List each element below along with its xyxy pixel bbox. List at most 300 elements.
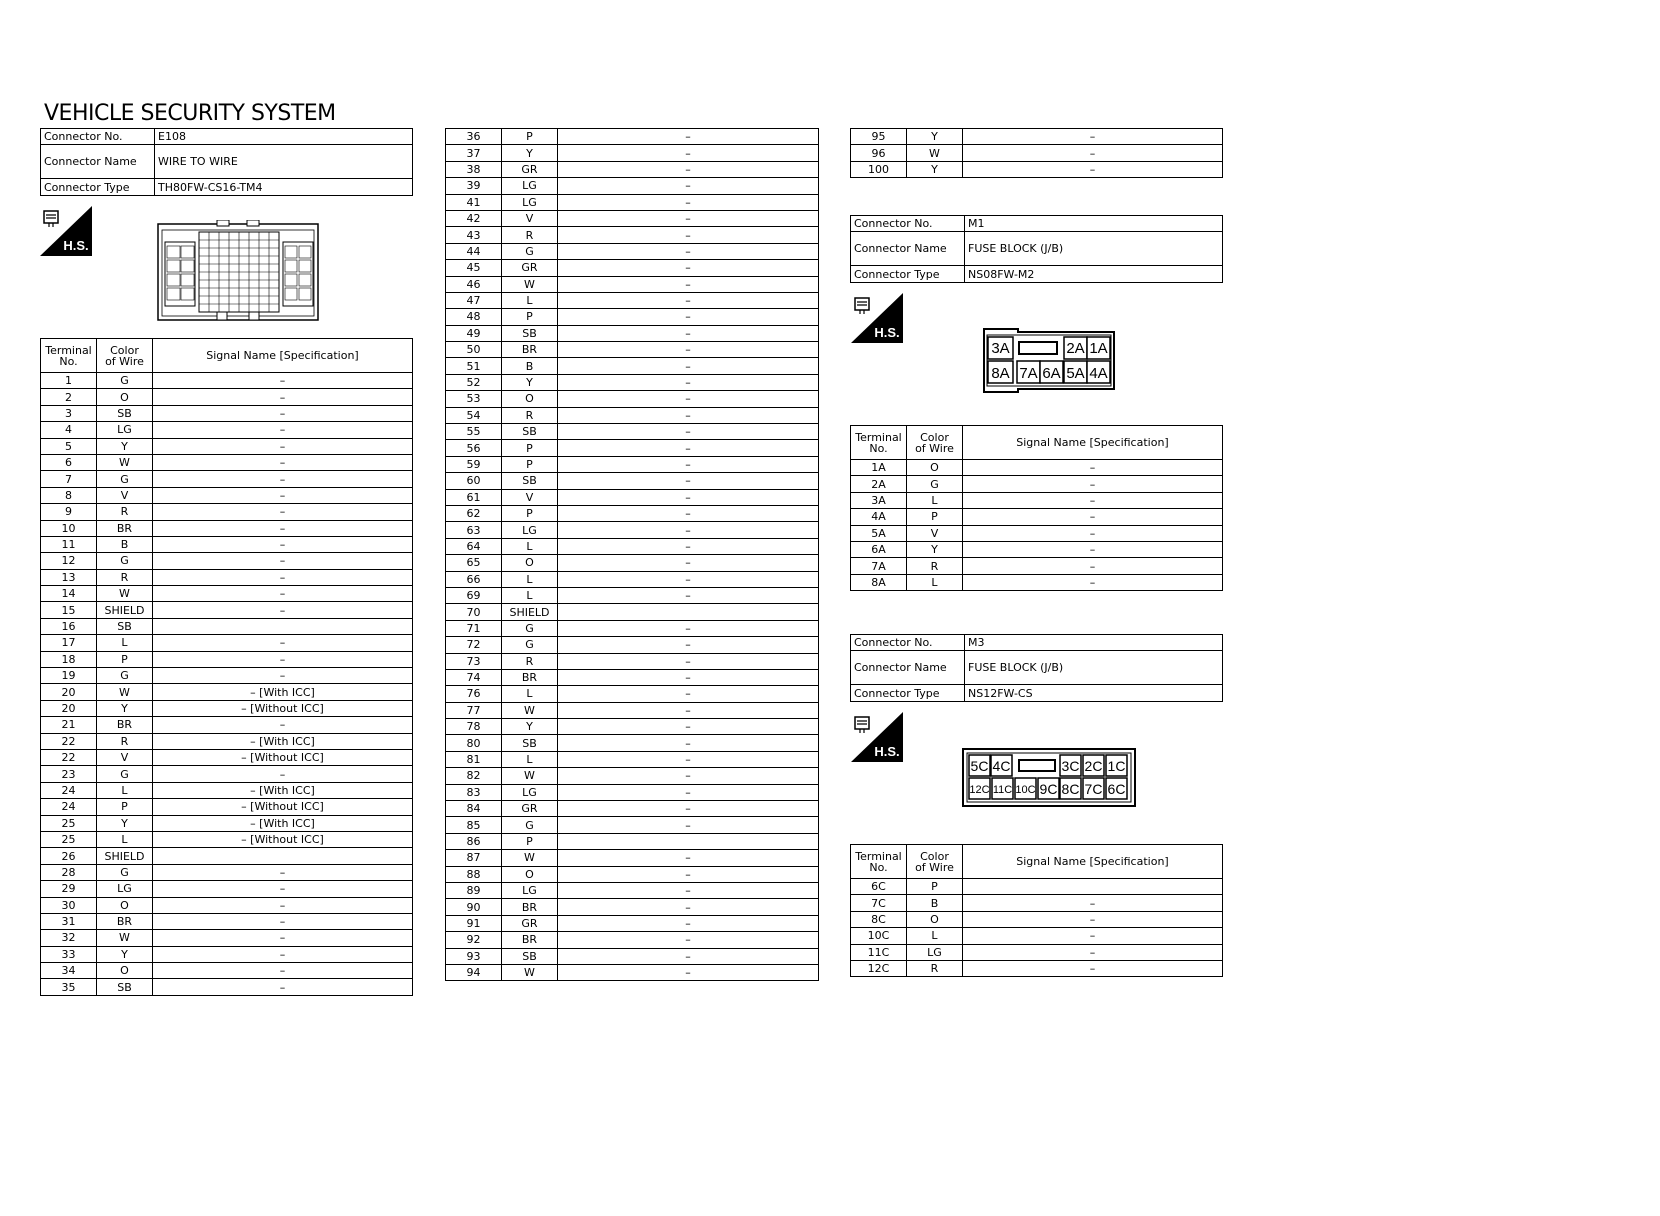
m1-terminal-row (851, 492, 1223, 508)
terminal-no: 54 (446, 407, 502, 423)
m1-pin-1A: 1A (1089, 340, 1108, 357)
e108-terminal-row (41, 553, 413, 569)
e108-terminal-row (446, 522, 819, 538)
terminal-no: 29 (41, 881, 97, 897)
terminal-no: 48 (446, 309, 502, 325)
terminal-no: 100 (851, 161, 907, 177)
terminal-no: 61 (446, 489, 502, 505)
signal-name: – (153, 471, 413, 487)
e108-terminal-row (446, 637, 819, 653)
wire-color: V (97, 749, 153, 765)
signal-name: – (153, 602, 413, 618)
wire-color: W (502, 276, 558, 292)
signal-name: – [Without ICC] (153, 700, 413, 716)
terminal-no: 6C (851, 879, 907, 895)
m1-pin-7A: 7A (1019, 365, 1038, 382)
wire-color: SB (502, 473, 558, 489)
signal-name: – (963, 895, 1223, 911)
wire-color: P (502, 833, 558, 849)
terminal-no: 80 (446, 735, 502, 751)
signal-name: – (558, 850, 819, 866)
signal-name: – (558, 227, 819, 243)
wire-color: Y (97, 946, 153, 962)
signal-name: – [With ICC] (153, 733, 413, 749)
signal-name: – (558, 522, 819, 538)
e108-terminal-row (446, 391, 819, 407)
wire-color: L (97, 831, 153, 847)
wire-color: W (97, 930, 153, 946)
terminal-no: 53 (446, 391, 502, 407)
m3-pin-3C: 3C (1061, 758, 1080, 774)
terminal-no: 72 (446, 637, 502, 653)
wire-color: SB (97, 979, 153, 995)
e108-terminal-row (446, 358, 819, 374)
wire-color: R (97, 569, 153, 585)
terminal-no: 4 (41, 422, 97, 438)
terminal-no: 12 (41, 553, 97, 569)
signal-name: – (153, 635, 413, 651)
m3-pin-4C: 4C (992, 758, 1011, 774)
signal-name (153, 848, 413, 864)
wire-color: G (502, 817, 558, 833)
terminal-no: 7C (851, 895, 907, 911)
wire-color: SB (97, 618, 153, 634)
terminal-no: 20 (41, 700, 97, 716)
e108-terminal-row (446, 932, 819, 948)
terminal-no: 3A (851, 492, 907, 508)
e108-terminal-row (446, 473, 819, 489)
m3-connector-no-label: Connector No. (851, 635, 965, 651)
signal-name: – (153, 864, 413, 880)
wire-color: Y (502, 374, 558, 390)
svg-text:H.S.: H.S. (874, 744, 900, 759)
e108-terminal-row (446, 260, 819, 276)
signal-name: – (558, 751, 819, 767)
wire-color: GR (502, 915, 558, 931)
e108-connector-diagram (157, 220, 319, 322)
signal-name: – (558, 473, 819, 489)
signal-name: – (558, 686, 819, 702)
e108-terminal-row (446, 882, 819, 898)
signal-name: – (153, 881, 413, 897)
e108-terminal-table-3 (850, 128, 1223, 178)
signal-name: – (963, 161, 1223, 177)
terminal-no: 10C (851, 928, 907, 944)
terminal-no: 83 (446, 784, 502, 800)
terminal-no: 91 (446, 915, 502, 931)
e108-terminal-row (41, 946, 413, 962)
signal-name: – (963, 960, 1223, 976)
signal-name: – (963, 525, 1223, 541)
wire-color: LG (97, 881, 153, 897)
signal-name: – (963, 509, 1223, 525)
signal-name: – (153, 979, 413, 995)
e108-terminal-row (446, 342, 819, 358)
signal-name: – (153, 930, 413, 946)
m3-connector-diagram (962, 748, 1137, 808)
m3-pin-10C: 10C (1015, 784, 1036, 796)
wire-color: SB (502, 325, 558, 341)
signal-name: – (153, 766, 413, 782)
color-header: Color of Wire (97, 339, 153, 373)
wire-color: LG (502, 194, 558, 210)
e108-terminal-row (446, 194, 819, 210)
wire-color: G (97, 373, 153, 389)
e108-terminal-row (446, 292, 819, 308)
e108-terminal-row (41, 913, 413, 929)
signal-name: – (558, 882, 819, 898)
wire-color: O (502, 555, 558, 571)
e108-terminal-row (41, 963, 413, 979)
terminal-no: 5 (41, 438, 97, 454)
signal-name: – (558, 260, 819, 276)
wire-color: BR (502, 932, 558, 948)
wire-color: W (907, 145, 963, 161)
terminal-no: 10 (41, 520, 97, 536)
wire-color: LG (502, 522, 558, 538)
m1-info-table (850, 215, 1223, 283)
wire-color: O (97, 897, 153, 913)
terminal-no: 20 (41, 684, 97, 700)
m3-terminal-row (851, 879, 1223, 895)
signal-name: – (558, 489, 819, 505)
signal-name: – (558, 374, 819, 390)
m1-terminal-row (851, 558, 1223, 574)
terminal-no: 44 (446, 243, 502, 259)
e108-terminal-row (41, 471, 413, 487)
signal-name: – (558, 571, 819, 587)
wire-color: Y (907, 129, 963, 145)
e108-terminal-row (446, 719, 819, 735)
m3-terminal-table: Terminal No. Color of Wire Signal Name [Specification] 6C P 7C B – 8C O – 10C L – 11C LG – 12C R – (850, 844, 1223, 977)
signal-name: – (153, 946, 413, 962)
signal-name: – (558, 440, 819, 456)
wire-color: SHIELD (97, 848, 153, 864)
m3-pin-9C: 9C (1039, 781, 1058, 797)
signal-name: – (558, 964, 819, 980)
terminal-no: 36 (446, 129, 502, 145)
e108-terminal-row (446, 243, 819, 259)
terminal-no: 24 (41, 782, 97, 798)
terminal-no: 51 (446, 358, 502, 374)
wire-color: O (502, 391, 558, 407)
terminal-no: 34 (41, 963, 97, 979)
wire-color: R (502, 407, 558, 423)
m1-pin-6A: 6A (1042, 365, 1061, 382)
wire-color: P (97, 651, 153, 667)
m3-pin-11C: 11C (992, 784, 1013, 796)
e108-terminal-row (446, 899, 819, 915)
terminal-no: 59 (446, 456, 502, 472)
e108-terminal-table-1 (40, 338, 413, 996)
signal-name (153, 618, 413, 634)
terminal-no: 1 (41, 373, 97, 389)
wire-color: W (502, 964, 558, 980)
signal-name: – [Without ICC] (153, 799, 413, 815)
signal-name: – (558, 292, 819, 308)
wire-color: B (502, 358, 558, 374)
signal-header: Signal Name [Specification] (153, 339, 413, 373)
terminal-no: 7A (851, 558, 907, 574)
signal-name: – (558, 587, 819, 603)
signal-name: – [Without ICC] (153, 749, 413, 765)
wire-color: L (97, 635, 153, 651)
e108-terminal-row (446, 129, 819, 145)
e108-terminal-row (41, 979, 413, 995)
m1-connector-no-value: M1 (965, 216, 1223, 232)
terminal-no: 33 (41, 946, 97, 962)
signal-name: – (558, 801, 819, 817)
wire-color: L (502, 571, 558, 587)
wire-color: SB (502, 948, 558, 964)
wire-color: P (502, 440, 558, 456)
e108-terminal-row (446, 735, 819, 751)
terminal-no: 35 (41, 979, 97, 995)
terminal-no: 62 (446, 505, 502, 521)
signal-name: – (558, 538, 819, 554)
signal-name: – (963, 574, 1223, 590)
wire-color: Y (502, 719, 558, 735)
m3-terminal-row (851, 895, 1223, 911)
wire-color: L (907, 574, 963, 590)
terminal-no: 95 (851, 129, 907, 145)
terminal-no: 6 (41, 454, 97, 470)
signal-name: – (963, 558, 1223, 574)
terminal-no: 70 (446, 604, 502, 620)
terminal-no: 15 (41, 602, 97, 618)
terminal-no: 31 (41, 913, 97, 929)
e108-terminal-row (446, 210, 819, 226)
m1-pin-3A: 3A (991, 340, 1010, 357)
terminal-no: 55 (446, 424, 502, 440)
e108-terminal-row (446, 505, 819, 521)
signal-name: – (153, 569, 413, 585)
signal-name: – (558, 178, 819, 194)
terminal-no: 6A (851, 541, 907, 557)
e108-terminal-row (446, 424, 819, 440)
e108-terminal-row (446, 850, 819, 866)
e108-terminal-row (446, 653, 819, 669)
wire-color: W (97, 454, 153, 470)
terminal-no: 92 (446, 932, 502, 948)
e108-terminal-row (41, 799, 413, 815)
e108-terminal-row (446, 145, 819, 161)
wire-color: B (97, 536, 153, 552)
terminal-no: 49 (446, 325, 502, 341)
wire-color: G (502, 637, 558, 653)
e108-terminal-row (41, 405, 413, 421)
e108-terminal-row (41, 831, 413, 847)
m1-pin-4A: 4A (1089, 365, 1108, 382)
terminal-no: 38 (446, 161, 502, 177)
signal-name: – (153, 373, 413, 389)
terminal-no: 81 (446, 751, 502, 767)
wire-color: GR (502, 801, 558, 817)
e108-info-table (40, 128, 413, 196)
signal-name: – (558, 620, 819, 636)
wire-color: R (907, 558, 963, 574)
terminal-no: 8C (851, 911, 907, 927)
wire-color: Y (97, 438, 153, 454)
terminal-no: 22 (41, 733, 97, 749)
m1-connector-no-label: Connector No. (851, 216, 965, 232)
harness-side-icon (40, 206, 92, 256)
signal-name: – (153, 553, 413, 569)
wire-color: L (502, 686, 558, 702)
terminal-no: 4A (851, 509, 907, 525)
wire-color: G (97, 471, 153, 487)
e108-terminal-row (446, 178, 819, 194)
e108-terminal-row (446, 538, 819, 554)
terminal-no: 28 (41, 864, 97, 880)
m1-pin-8A: 8A (991, 365, 1010, 382)
m1-pin-2A: 2A (1066, 340, 1085, 357)
wire-color: B (907, 895, 963, 911)
m1-pin-5A: 5A (1066, 365, 1085, 382)
terminal-no: 8 (41, 487, 97, 503)
terminal-no: 3 (41, 405, 97, 421)
wire-color: SB (502, 735, 558, 751)
m3-info-table (850, 634, 1223, 702)
terminal-no: 52 (446, 374, 502, 390)
wire-color: W (502, 702, 558, 718)
signal-name: – (963, 928, 1223, 944)
wire-color: Y (907, 161, 963, 177)
terminal-no: 60 (446, 473, 502, 489)
terminal-no: 46 (446, 276, 502, 292)
e108-terminal-row (41, 700, 413, 716)
e108-terminal-row (446, 784, 819, 800)
wire-color: V (907, 525, 963, 541)
wire-color: G (97, 864, 153, 880)
e108-terminal-row (446, 571, 819, 587)
signal-name: – (558, 866, 819, 882)
wire-color: R (97, 504, 153, 520)
wire-color: P (97, 799, 153, 815)
signal-name: – (153, 487, 413, 503)
terminal-no: 73 (446, 653, 502, 669)
e108-terminal-row (446, 227, 819, 243)
terminal-no: 64 (446, 538, 502, 554)
e108-terminal-row (446, 833, 819, 849)
e108-terminal-row (446, 866, 819, 882)
wire-color: V (97, 487, 153, 503)
e108-terminal-row (446, 751, 819, 767)
terminal-no: 69 (446, 587, 502, 603)
wire-color: SB (502, 424, 558, 440)
signal-name: – (558, 653, 819, 669)
signal-name: – (153, 717, 413, 733)
wire-color: L (907, 492, 963, 508)
wire-color: LG (502, 178, 558, 194)
e108-terminal-row (446, 407, 819, 423)
e108-terminal-row (41, 651, 413, 667)
terminal-no: 84 (446, 801, 502, 817)
connector-no-label: Connector No. (41, 129, 155, 145)
wire-color: Y (502, 145, 558, 161)
signal-name: – (153, 913, 413, 929)
m1-connector-name-value: FUSE BLOCK (J/B) (965, 232, 1223, 266)
signal-name (963, 879, 1223, 895)
signal-name: – (558, 735, 819, 751)
e108-terminal-row (41, 668, 413, 684)
wire-color: GR (502, 161, 558, 177)
terminal-no: 93 (446, 948, 502, 964)
e108-terminal-row (41, 569, 413, 585)
e108-terminal-row (41, 864, 413, 880)
m3-connector-no-value: M3 (965, 635, 1223, 651)
terminal-no: 66 (446, 571, 502, 587)
wire-color: Y (97, 815, 153, 831)
wire-color: L (502, 587, 558, 603)
signal-name: – [Without ICC] (153, 831, 413, 847)
terminal-no: 85 (446, 817, 502, 833)
e108-terminal-row (41, 586, 413, 602)
signal-name: – (558, 325, 819, 341)
signal-name: – (558, 145, 819, 161)
wire-color: W (97, 684, 153, 700)
signal-name: – (153, 389, 413, 405)
terminal-no: 96 (851, 145, 907, 161)
m3-pin-7C: 7C (1084, 781, 1103, 797)
e108-terminal-row (41, 749, 413, 765)
terminal-no: 19 (41, 668, 97, 684)
terminal-no: 37 (446, 145, 502, 161)
e108-terminal-row (41, 881, 413, 897)
signal-name: – (963, 944, 1223, 960)
terminal-no: 22 (41, 749, 97, 765)
signal-name: – (153, 668, 413, 684)
signal-name: – (558, 915, 819, 931)
hs-label: H.S. (63, 238, 89, 253)
wire-color: R (907, 960, 963, 976)
wire-color: G (97, 553, 153, 569)
e108-terminal-row (446, 604, 819, 620)
e108-terminal-row (446, 440, 819, 456)
terminal-no: 30 (41, 897, 97, 913)
e108-terminal-row (41, 635, 413, 651)
m3-terminal-row (851, 911, 1223, 927)
wire-color: SHIELD (97, 602, 153, 618)
signal-name: – (153, 520, 413, 536)
m3-pin-1C: 1C (1107, 758, 1126, 774)
signal-name: – (558, 407, 819, 423)
terminal-no: 42 (446, 210, 502, 226)
signal-name: – (963, 541, 1223, 557)
m3-connector-name-value: FUSE BLOCK (J/B) (965, 651, 1223, 685)
signal-name: – [With ICC] (153, 815, 413, 831)
signal-name: – [With ICC] (153, 782, 413, 798)
e108-terminal-row (446, 686, 819, 702)
terminal-no: 25 (41, 831, 97, 847)
e108-terminal-row (446, 915, 819, 931)
signal-name: – (558, 669, 819, 685)
e108-terminal-row (41, 618, 413, 634)
e108-terminal-row (41, 602, 413, 618)
wire-color: O (907, 911, 963, 927)
e108-terminal-row (446, 964, 819, 980)
e108-terminal-row (446, 817, 819, 833)
signal-name: – (153, 963, 413, 979)
terminal-no: 45 (446, 260, 502, 276)
e108-terminal-row (851, 161, 1223, 177)
m3-pin-5C: 5C (970, 758, 989, 774)
e108-terminal-row (41, 848, 413, 864)
wire-color: R (502, 227, 558, 243)
terminal-no: 77 (446, 702, 502, 718)
signal-name: – (153, 405, 413, 421)
terminal-no: 47 (446, 292, 502, 308)
